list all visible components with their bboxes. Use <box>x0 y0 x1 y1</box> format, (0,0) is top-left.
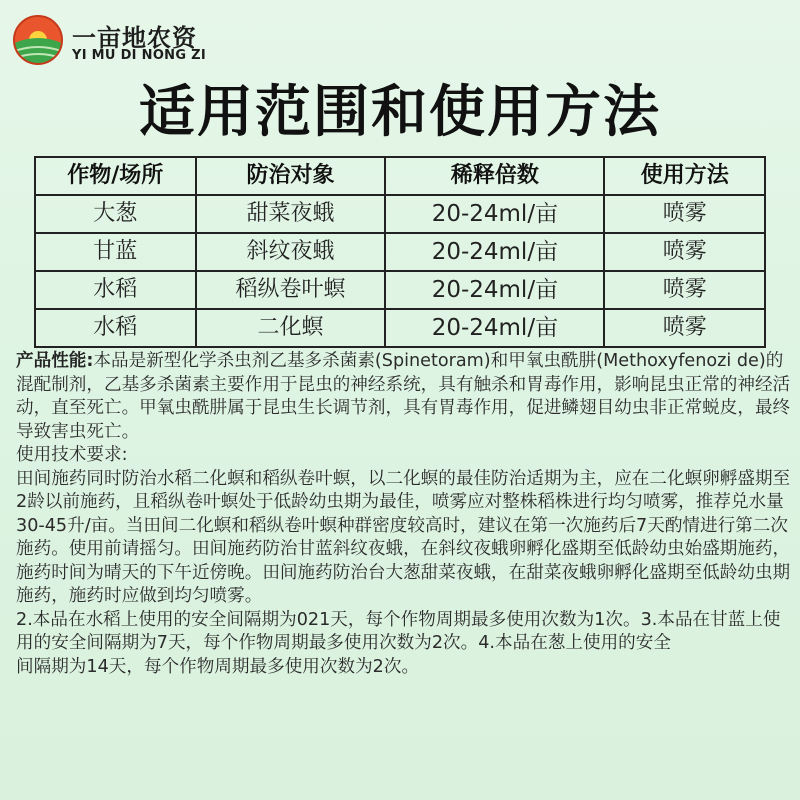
sunrise-field-logo-icon <box>12 14 64 66</box>
table-row <box>35 309 765 347</box>
usage-paragraph: 田间施药同时防治水稻二化螟和稻纵卷叶螟，以二化螟的最佳防治适期为主，应在二化螟卵孵盛期至2龄以前施药，且稻纵卷叶螟处于低龄幼虫期为最佳，喷雾应对整株稻株进行均匀喷雾，推荐兑水量30-45升/亩。当田间二化螟和稻纵卷叶螟种群密度较高时，建议在第一次施药后7天酌情进行第二次施药。使用前请摇匀。田间施药防治甘蓝斜纹夜蛾，在斜纹夜蛾卵孵化盛期至低龄幼虫始盛期施药，施药时间为晴天的下午近傍晚。田间施药防治台大葱甜菜夜蛾，在甜菜夜蛾卵孵化盛期至低龄幼虫期施药，施药时应做到均匀喷雾。 <box>16 468 791 606</box>
cell-dilution: 20-24ml/亩 <box>385 195 604 233</box>
performance-label: 产品性能: <box>16 351 94 371</box>
cell-target: 斜纹夜蛾 <box>196 233 386 271</box>
header-dilution: 稀释倍数 <box>385 157 604 195</box>
brand-name-en: YI MU DI NONG ZI <box>72 48 207 63</box>
cell-crop: 甘蓝 <box>35 233 196 271</box>
cell-crop: 大葱 <box>35 195 196 233</box>
cell-target: 二化螟 <box>196 309 386 347</box>
table-row <box>35 195 765 233</box>
page-title: 适用范围和使用方法 <box>139 80 661 145</box>
cell-crop: 水稻 <box>35 309 196 347</box>
cell-target: 稻纵卷叶螟 <box>196 271 386 309</box>
brand-logo <box>12 14 212 70</box>
header-crop: 作物/场所 <box>35 157 196 195</box>
cell-target: 甜菜夜蛾 <box>196 195 386 233</box>
cell-method: 喷雾 <box>604 195 765 233</box>
usage-heading: 使用技术要求: <box>16 445 128 465</box>
cell-dilution: 20-24ml/亩 <box>385 309 604 347</box>
header-target: 防治对象 <box>196 157 386 195</box>
performance-paragraph <box>16 350 792 444</box>
performance-text: 本品是新型化学杀虫剂乙基多杀菌素(Spinetoram)和甲氧虫酰肼(Methoxyfenozi de)的混配制剂，乙基多杀菌素主要作用于昆虫的神经系统，具有触杀和胃毒作用，影响昆虫正常的神经活动，直至死亡。甲氧虫酰肼属于昆虫生长调节剂，具有胃毒作用，促进鳞翅目幼虫非正常蜕皮，最终导致害虫死亡。 <box>16 351 791 442</box>
cell-dilution: 20-24ml/亩 <box>385 271 604 309</box>
safety-last-line: 间隔期为14天，每个作物周期最多使用次数为2次。 <box>16 656 420 677</box>
cell-crop: 水稻 <box>35 271 196 309</box>
brand-name-cn: 一亩地农资 <box>72 24 197 52</box>
cell-method: 喷雾 <box>604 271 765 309</box>
table-header-row <box>35 157 765 195</box>
usage-table <box>34 156 766 348</box>
cell-dilution: 20-24ml/亩 <box>385 233 604 271</box>
cell-method: 喷雾 <box>604 309 765 347</box>
cell-method: 喷雾 <box>604 233 765 271</box>
description-body <box>16 350 792 679</box>
header-method: 使用方法 <box>604 157 765 195</box>
safety-paragraph: 2.本品在水稻上使用的安全间隔期为021天，每个作物周期最多使用次数为1次。3.本品在甘蓝上使用的安全间隔期为7天，每个作物周期最多使用次数为2次。4.本品在葱上使用的安全 <box>16 609 781 653</box>
table-row <box>35 271 765 309</box>
table-row <box>35 233 765 271</box>
